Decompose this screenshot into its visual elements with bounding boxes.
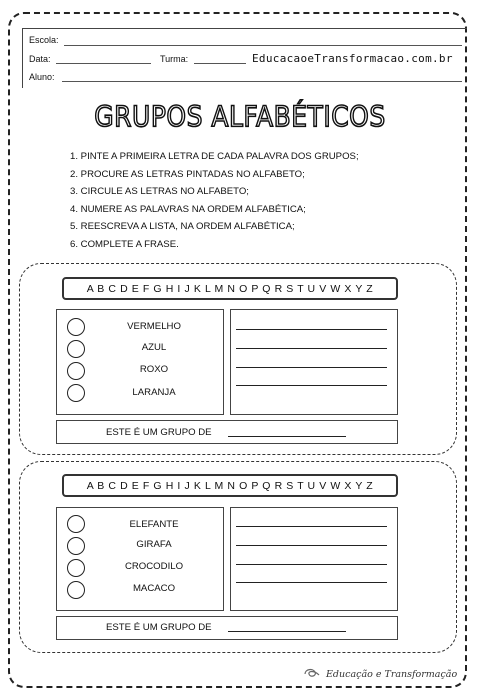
group-2-word-1: ELEFANTE	[129, 519, 179, 530]
group-2-answer-line-1[interactable]	[236, 526, 387, 527]
group-1-number-circle-1[interactable]	[67, 318, 85, 336]
group-2-word-2: GIRAFA	[136, 539, 172, 550]
group-1-sentence: ESTE É UM GRUPO DE	[106, 427, 212, 438]
group-2-number-circle-2[interactable]	[67, 537, 85, 555]
group-1-word-3: ROXO	[139, 364, 169, 375]
group-2-number-circle-3[interactable]	[67, 559, 85, 577]
school-field[interactable]	[64, 45, 462, 46]
instruction-item: 4. NUMERE AS PALAVRAS NA ORDEM ALFABÉTICA;	[70, 203, 306, 215]
group-1-alphabet[interactable]: A B C D E F G H I J K L M N O P Q R S T U V W X Y Z	[62, 277, 398, 300]
group-1-answer-line-3[interactable]	[236, 367, 387, 368]
group-2-number-circle-1[interactable]	[67, 515, 85, 533]
instruction-item: 1. PINTE A PRIMEIRA LETRA DE CADA PALAVRA DOS GRUPOS;	[70, 151, 359, 162]
date-label: Data:	[29, 54, 51, 64]
page-title: GRUPOS ALFABÉTICOS	[94, 99, 386, 134]
group-1-word-4: LARANJA	[132, 387, 176, 398]
school-label: Escola:	[29, 35, 59, 45]
group-2-answer-box	[230, 507, 398, 611]
group-1-answer-line-2[interactable]	[236, 348, 387, 349]
instruction-item: 2. PROCURE AS LETRAS PINTADAS NO ALFABETO;	[70, 168, 305, 180]
class-field[interactable]	[194, 63, 246, 64]
site-url: EducacaoeTransformacao.com.br	[252, 52, 453, 65]
group-1-number-circle-4[interactable]	[67, 384, 85, 402]
group-2-word-3: CROCODILO	[124, 561, 184, 572]
group-2-sentence: ESTE É UM GRUPO DE	[106, 622, 212, 633]
group-2-word-4: MACACO	[132, 583, 176, 594]
student-field[interactable]	[62, 81, 462, 82]
swirl-logo-icon	[303, 667, 321, 681]
group-1-number-circle-2[interactable]	[67, 340, 85, 358]
instruction-item: 5. REESCREVA A LISTA, NA ORDEM ALFABÉTICA;	[70, 221, 295, 233]
group-1-answer-box	[230, 309, 398, 415]
student-label: Aluno:	[29, 72, 55, 82]
group-2-number-circle-4[interactable]	[67, 581, 85, 599]
group-2-answer-line-2[interactable]	[236, 545, 387, 546]
date-field[interactable]	[56, 63, 151, 64]
group-1-answer-line-1[interactable]	[236, 329, 387, 330]
group-2-alphabet[interactable]: A B C D E F G H I J K L M N O P Q R S T U V W X Y Z	[62, 474, 398, 497]
instruction-item: 6. COMPLETE A FRASE.	[70, 238, 179, 250]
group-2-answer-line-4[interactable]	[236, 582, 387, 583]
instructions-list	[70, 148, 359, 254]
group-1-number-circle-3[interactable]	[67, 362, 85, 380]
group-2-answer-line-3[interactable]	[236, 564, 387, 565]
group-1-word-1: VERMELHO	[127, 321, 181, 332]
instruction-item: 3. CIRCULE AS LETRAS NO ALFABETO;	[70, 186, 249, 198]
footer-brand: Educação e Transformação	[326, 669, 458, 680]
group-1-answer-line-4[interactable]	[236, 385, 387, 386]
group-2-sentence-line[interactable]	[228, 631, 346, 632]
class-label: Turma:	[160, 54, 189, 64]
group-1-sentence-line[interactable]	[228, 436, 346, 437]
group-1-word-2: AZUL	[141, 342, 167, 353]
